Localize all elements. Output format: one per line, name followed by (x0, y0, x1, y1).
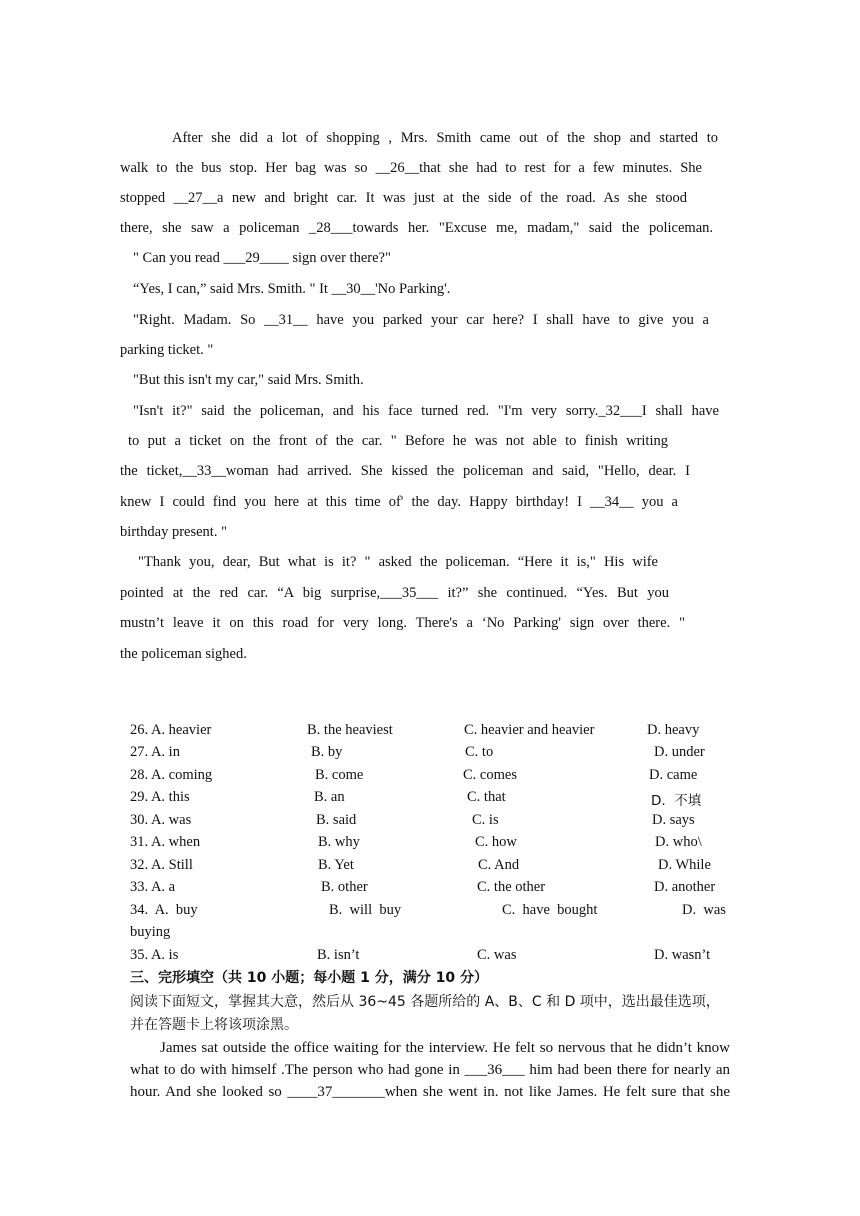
passage-line: "Right. Madam. So __31__ have you parked your car here? I shall have to give you a (133, 312, 709, 328)
option-c: C. is (472, 812, 499, 828)
option-b: B. isn’t (317, 947, 360, 963)
option-d: D. While (658, 857, 711, 873)
passage-line: the policeman sighed. (120, 646, 247, 662)
passage-line: "But this isn't my car," said Mrs. Smith. (133, 372, 364, 388)
option-d: D. wasn’t (654, 947, 711, 963)
option-a: 35. A. is (130, 947, 179, 963)
passage-line: birthday present. " (120, 524, 227, 540)
option-c: C. comes (463, 767, 517, 783)
passage-line: stopped __27__a new and bright car. It was just at the side of the road. As she stood (120, 190, 687, 206)
passage-2-line: what to do with himself .The person who had gone in ___36___ him had been there for nearly an (130, 1062, 730, 1078)
question-row (130, 879, 730, 901)
option-c: C. the other (477, 879, 546, 895)
option-c: C. how (475, 834, 517, 850)
option-d: D. 不填 (651, 793, 702, 809)
option-d: D. who\ (655, 834, 702, 850)
option-d: D. says (652, 812, 695, 828)
option-b: B. by (311, 744, 343, 760)
passage-line: “Yes, I can,” said Mrs. Smith. " It __30__'No Parking'. (133, 281, 451, 297)
option-a: 34. A. buy (130, 902, 198, 918)
option-c: C. to (465, 744, 494, 760)
option-a: 33. A. a (130, 879, 176, 895)
passage-2 (130, 1037, 730, 1103)
question-row (130, 857, 730, 879)
question-row-wrap (130, 924, 730, 946)
option-a: 29. A. this (130, 789, 190, 805)
passage-line: parking ticket. " (120, 342, 214, 358)
passage-line: to put a ticket on the front of the car. " Before he was not able to finish writing (128, 433, 668, 449)
option-b: B. Yet (318, 857, 354, 873)
option-c: C. And (478, 857, 520, 873)
question-row (130, 767, 730, 789)
option-a: 30. A. was (130, 812, 192, 828)
option-c: C. was (477, 947, 517, 963)
option-d: D. came (649, 767, 698, 783)
option-d: D. was (682, 902, 726, 918)
instruction-line: 阅读下面短文，掌握其大意，然后从 36~45 各题所给的 A、B、C 和 D 项中，选出最佳选项， (130, 994, 720, 1010)
option-b: B. other (321, 879, 368, 895)
option-b: B. an (314, 789, 345, 805)
passage-2-line: James sat outside the office waiting for the interview. He felt so nervous that he didn’t know (160, 1040, 730, 1056)
section-heading: 三、完形填空（共 10 小题；每小题 1 分，满分 10 分） (130, 970, 488, 986)
passage-line: there, she saw a policeman _28___towards her. "Excuse me, madam," said the policeman. (120, 220, 713, 236)
option-d: D. heavy (647, 722, 700, 738)
question-row (130, 902, 730, 924)
passage-line: pointed at the red car. “A big surprise,___35___ it?” she continued. “Yes. But you (120, 585, 669, 601)
question-row (130, 947, 730, 969)
option-a: 26. A. heavier (130, 722, 212, 738)
question-row (130, 812, 730, 834)
option-d: D. under (654, 744, 705, 760)
passage-line: After she did a lot of shopping , Mrs. Smith came out of the shop and started to (172, 130, 718, 146)
option-a: 27. A. in (130, 744, 180, 760)
question-row (130, 744, 730, 766)
passage-line: knew I could find you here at this time of' the day. Happy birthday! I __34__ you a (120, 494, 678, 510)
question-row (130, 834, 730, 856)
passage-line: "Thank you, dear, But what is it? " asked the policeman. “Here it is," His wife (138, 554, 658, 570)
passage-line: mustn’t leave it on this road for very long. There's a ‘No Parking' sign over there. " (120, 615, 685, 631)
option-b: B. will buy (329, 902, 402, 918)
passage-line: walk to the bus stop. Her bag was so __26__that she had to rest for a few minutes. She (120, 160, 702, 176)
passage-line: " Can you read ___29____ sign over there?" (133, 250, 391, 266)
option-b: B. said (316, 812, 357, 828)
option-c: C. have bought (502, 902, 598, 918)
question-row (130, 722, 730, 744)
option-a: 32. A. Still (130, 857, 193, 873)
option-d: D. another (654, 879, 716, 895)
option-a: 31. A. when (130, 834, 201, 850)
option-b: B. the heaviest (307, 722, 393, 738)
instruction-line: 并在答题卡上将该项涂黑。 (130, 1017, 298, 1033)
question-row (130, 789, 730, 811)
passage-line: "Isn't it?" said the policeman, and his face turned red. "I'm very sorry._32___I shall have (133, 403, 719, 419)
passage-line: the ticket,__33__woman had arrived. She kissed the policeman and said, "Hello, dear. I (120, 463, 690, 479)
option-c: C. heavier and heavier (464, 722, 595, 738)
option-d-wrap: buying (130, 924, 171, 940)
option-b: B. why (318, 834, 360, 850)
option-a: 28. A. coming (130, 767, 213, 783)
option-b: B. come (315, 767, 364, 783)
passage-2-line: hour. And she looked so ____37_______when she went in. not like James. He felt sure that she (130, 1084, 730, 1100)
option-c: C. that (467, 789, 506, 805)
